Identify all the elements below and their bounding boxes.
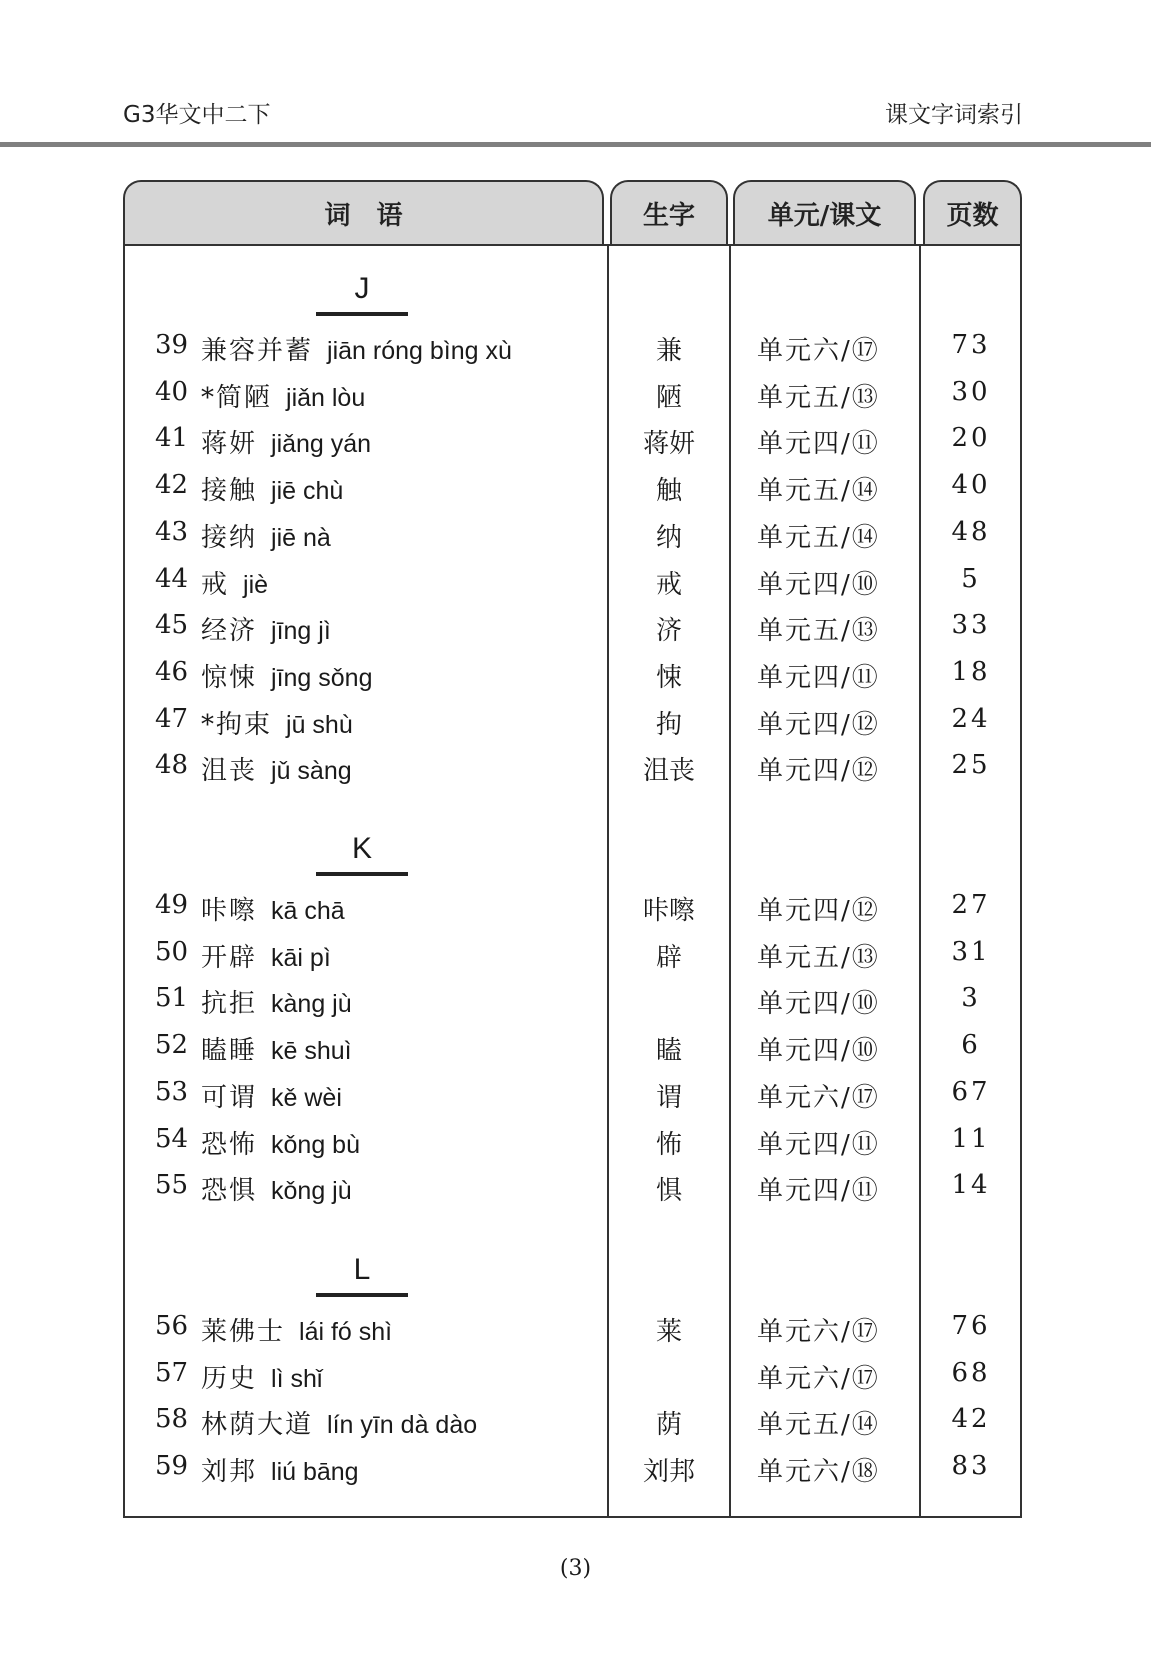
- entry-word: [201, 1358, 322, 1395]
- entry-number: 40: [155, 376, 189, 407]
- table-row: [0, 1170, 1151, 1210]
- book-title: G3华文中二下: [123, 102, 271, 128]
- word-pinyin: jīng jì: [271, 617, 331, 646]
- entry-number: 48: [155, 750, 189, 781]
- section-letter-text: K: [351, 832, 372, 865]
- new-char: 瞌: [655, 1036, 682, 1067]
- word-hanzi: 戒: [201, 569, 230, 600]
- page-ref: 73: [951, 330, 991, 360]
- unit-lesson: 单元四/⑩: [757, 569, 880, 600]
- word-hanzi: 恐怖: [201, 1129, 258, 1160]
- header-words: 词 语: [123, 180, 604, 244]
- entry-word: [201, 564, 268, 601]
- word-pinyin: kǒng jù: [271, 1177, 352, 1206]
- entry-word: [201, 1124, 360, 1161]
- word-hanzi: 恐惧: [201, 1176, 258, 1207]
- word-pinyin: jiē nà: [271, 523, 331, 552]
- word-pinyin: kàng jù: [271, 990, 352, 1019]
- new-char: 济: [655, 616, 682, 647]
- table-row: [0, 1404, 1151, 1444]
- entry-word: [201, 1170, 352, 1207]
- word-pinyin: kē shuì: [271, 1037, 352, 1066]
- word-pinyin: lái fó shì: [299, 1318, 393, 1346]
- page-ref: 30: [951, 376, 991, 407]
- table-row: [0, 610, 1151, 650]
- word-pinyin: jiē chù: [271, 477, 344, 506]
- section-letter-text: J: [354, 272, 370, 305]
- word-hanzi: 瞌睡: [201, 1036, 258, 1067]
- entry-number: 45: [155, 610, 189, 641]
- page-ref: 33: [951, 610, 991, 641]
- page-ref: 24: [951, 703, 991, 734]
- table-row: [0, 423, 1151, 463]
- word-hanzi: 蒋妍: [201, 429, 258, 460]
- table-row: [0, 890, 1151, 930]
- entry-word: [201, 1451, 359, 1488]
- table-row: [0, 1124, 1151, 1164]
- page-ref: 48: [951, 516, 991, 547]
- table-row: [0, 517, 1151, 557]
- page-ref: 14: [951, 1170, 991, 1201]
- table-row: [0, 564, 1151, 604]
- word-hanzi: 可谓: [201, 1082, 258, 1113]
- page-ref: 20: [951, 423, 991, 454]
- entry-word: [201, 1077, 342, 1114]
- entry-number: 42: [155, 470, 189, 501]
- word-pinyin: jiān róng bìng xù: [327, 337, 512, 365]
- word-pinyin: jiǎng yán: [271, 430, 372, 459]
- word-hanzi: 接触: [201, 476, 258, 507]
- header-unit-lesson: 单元/课文: [733, 180, 916, 244]
- page-ref: 67: [951, 1076, 991, 1107]
- entry-word: [201, 330, 512, 367]
- letter-underline: [316, 1293, 408, 1297]
- word-pinyin: liú bāng: [271, 1458, 359, 1487]
- word-pinyin: kā chā: [271, 897, 345, 925]
- entry-word: [201, 657, 372, 694]
- page-ref: 11: [951, 1123, 991, 1154]
- entry-number: 56: [155, 1311, 189, 1341]
- table-row: [0, 937, 1151, 977]
- entry-number: 58: [155, 1404, 189, 1435]
- new-char: 拘: [655, 709, 682, 740]
- entry-word: [201, 704, 353, 741]
- word-hanzi: 开辟: [201, 942, 258, 973]
- unit-lesson: 单元六/⑰: [757, 1317, 880, 1347]
- entry-number: 51: [155, 983, 189, 1014]
- word-hanzi: 莱佛士: [201, 1317, 286, 1347]
- page-ref: 31: [951, 936, 991, 967]
- table-row: [0, 657, 1151, 697]
- table-row: [0, 1451, 1151, 1491]
- table-row: [0, 1077, 1151, 1117]
- new-char: 纳: [655, 522, 682, 553]
- entry-number: 46: [155, 656, 189, 687]
- entry-word: [201, 517, 331, 554]
- table-row: [0, 983, 1151, 1023]
- entry-word: [201, 1311, 392, 1348]
- page-ref: 18: [951, 656, 991, 687]
- entry-number: 44: [155, 563, 189, 594]
- new-char: 谓: [655, 1082, 682, 1113]
- page-ref: 42: [951, 1404, 991, 1435]
- table-row: [0, 1311, 1151, 1351]
- new-char: 兼: [655, 336, 682, 366]
- unit-lesson: 单元四/⑫: [757, 756, 880, 787]
- unit-lesson: 单元五/⑭: [757, 522, 880, 553]
- entry-number: 55: [155, 1170, 189, 1201]
- word-hanzi: 接纳: [201, 522, 258, 553]
- word-pinyin: jīng sǒng: [271, 663, 373, 692]
- word-pinyin: kě wèi: [271, 1083, 342, 1112]
- table-row: [0, 470, 1151, 510]
- new-char: 刘邦: [642, 1457, 695, 1488]
- unit-lesson: 单元四/⑫: [757, 709, 880, 740]
- table-row: [0, 704, 1151, 744]
- unit-lesson: 单元四/⑪: [757, 429, 880, 460]
- word-pinyin: jiè: [243, 570, 269, 599]
- entry-word: [201, 1404, 477, 1441]
- entry-word: [201, 1030, 352, 1067]
- word-hanzi: 刘邦: [201, 1457, 258, 1488]
- entry-number: 41: [155, 423, 189, 454]
- word-pinyin: jiǎn lòu: [286, 383, 366, 412]
- page-ref: 83: [951, 1451, 991, 1482]
- entry-word: [201, 377, 365, 414]
- new-char: 怖: [655, 1129, 682, 1160]
- new-char: 悚: [655, 662, 682, 693]
- entry-number: 53: [155, 1076, 189, 1107]
- header-rule: [0, 142, 1151, 147]
- word-hanzi: 历史: [201, 1363, 258, 1394]
- word-hanzi: 林荫大道: [201, 1410, 314, 1441]
- word-pinyin: lì shǐ: [271, 1364, 323, 1393]
- word-hanzi: 惊悚: [201, 662, 258, 693]
- page-ref: 25: [951, 750, 991, 781]
- unit-lesson: 单元五/⑬: [757, 382, 880, 413]
- page-ref: 5: [961, 563, 981, 594]
- entry-number: 59: [155, 1451, 189, 1482]
- unit-lesson: 单元四/⑪: [757, 1129, 880, 1160]
- word-hanzi: *简陋: [201, 382, 273, 413]
- entry-word: [201, 610, 331, 647]
- entry-word: [201, 423, 371, 460]
- word-hanzi: *拘束: [201, 709, 273, 740]
- section-title: 课文字词索引: [885, 102, 1023, 128]
- new-char: 荫: [655, 1410, 682, 1441]
- unit-lesson: 单元六/⑰: [757, 1082, 880, 1113]
- letter-underline: [316, 312, 408, 316]
- new-char: 触: [655, 476, 682, 507]
- section-letter: [316, 272, 408, 306]
- header-new-chars: 生字: [610, 180, 728, 244]
- entry-number: 43: [155, 516, 189, 547]
- word-hanzi: 咔嚓: [201, 896, 258, 926]
- unit-lesson: 单元四/⑪: [757, 1176, 880, 1207]
- entry-number: 52: [155, 1030, 189, 1061]
- new-char: 莱: [655, 1317, 682, 1347]
- word-pinyin: kāi pì: [271, 943, 331, 972]
- entry-word: [201, 937, 331, 974]
- unit-lesson: 单元五/⑭: [757, 1410, 880, 1441]
- page-ref: 76: [951, 1311, 991, 1341]
- word-hanzi: 经济: [201, 616, 258, 647]
- unit-lesson: 单元四/⑩: [757, 989, 880, 1020]
- table-row: [0, 377, 1151, 417]
- new-char: 沮丧: [642, 756, 695, 787]
- unit-lesson: 单元五/⑭: [757, 476, 880, 507]
- unit-lesson: 单元四/⑫: [757, 896, 880, 926]
- unit-lesson: 单元四/⑩: [757, 1036, 880, 1067]
- page-ref: 68: [951, 1357, 991, 1388]
- entry-word: [201, 470, 343, 507]
- unit-lesson: 单元五/⑬: [757, 942, 880, 973]
- word-pinyin: lín yīn dà dào: [327, 1411, 478, 1440]
- entry-word: [201, 890, 345, 927]
- table-row: [0, 1030, 1151, 1070]
- word-pinyin: jū shù: [286, 710, 353, 739]
- word-pinyin: jǔ sàng: [271, 757, 352, 786]
- word-hanzi: 抗拒: [201, 989, 258, 1020]
- new-char: 戒: [655, 569, 682, 600]
- entry-word: [201, 983, 352, 1020]
- unit-lesson: 单元五/⑬: [757, 616, 880, 647]
- word-hanzi: 兼容并蓄: [201, 336, 314, 366]
- table-row: [0, 750, 1151, 790]
- new-char: 辟: [655, 942, 682, 973]
- entry-word: [201, 750, 352, 787]
- new-char: 惧: [655, 1176, 682, 1207]
- new-char: 咔嚓: [642, 896, 695, 926]
- page-ref: 6: [961, 1030, 981, 1061]
- section-letter: [316, 832, 408, 866]
- table-row: [0, 330, 1151, 370]
- entry-number: 39: [155, 330, 189, 360]
- new-char: 蒋妍: [642, 429, 695, 460]
- word-hanzi: 沮丧: [201, 756, 258, 787]
- word-pinyin: kǒng bù: [271, 1130, 360, 1159]
- page-ref: 40: [951, 470, 991, 501]
- table-row: [0, 1358, 1151, 1398]
- page-ref: 27: [951, 890, 991, 920]
- unit-lesson: 单元四/⑪: [757, 662, 880, 693]
- entry-number: 54: [155, 1123, 189, 1154]
- page-ref: 3: [961, 983, 981, 1014]
- unit-lesson: 单元六/⑱: [757, 1457, 880, 1488]
- section-letter: [316, 1253, 408, 1287]
- section-letter-text: L: [353, 1253, 371, 1286]
- entry-number: 49: [155, 890, 189, 920]
- entry-number: 47: [155, 703, 189, 734]
- page-number: (3): [559, 1556, 592, 1581]
- entry-number: 57: [155, 1357, 189, 1388]
- unit-lesson: 单元六/⑰: [757, 336, 880, 366]
- header-page: 页数: [923, 180, 1022, 244]
- unit-lesson: 单元六/⑰: [757, 1363, 880, 1394]
- letter-underline: [316, 872, 408, 876]
- new-char: 陋: [655, 382, 682, 413]
- entry-number: 50: [155, 936, 189, 967]
